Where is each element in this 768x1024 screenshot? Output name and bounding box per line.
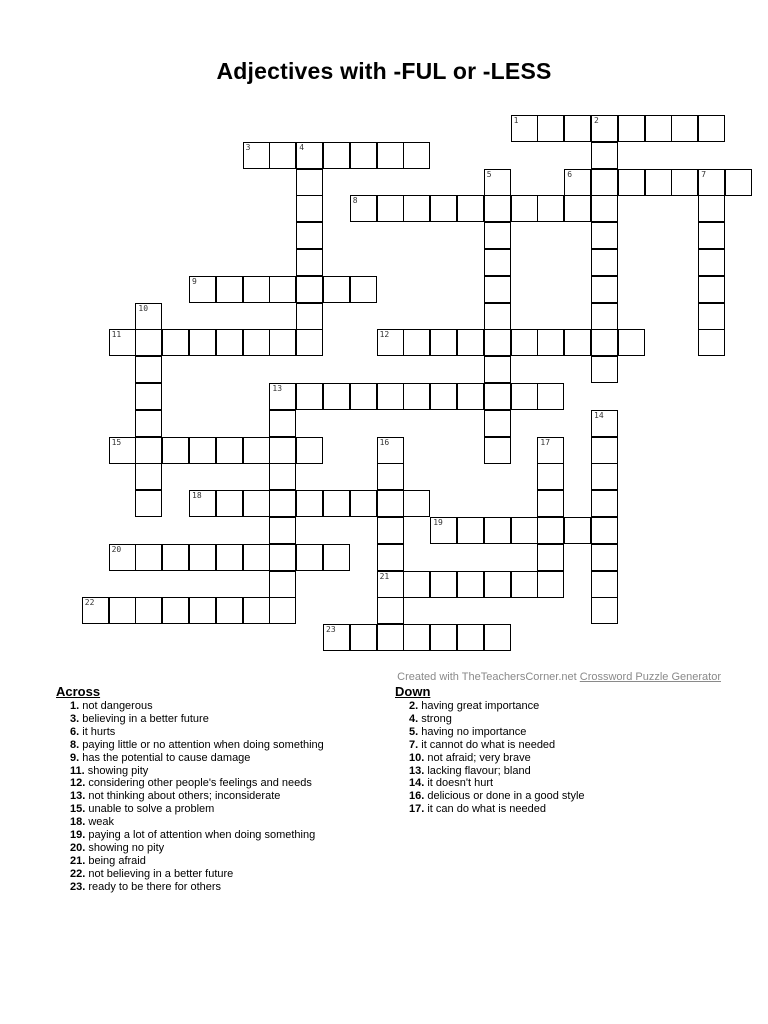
- crossword-cell[interactable]: [591, 249, 618, 276]
- clue-number-label: 16.: [409, 790, 425, 803]
- crossword-cell[interactable]: [671, 169, 698, 196]
- crossword-cell[interactable]: [135, 329, 162, 356]
- crossword-cell[interactable]: [591, 490, 618, 517]
- crossword-cell[interactable]: [511, 115, 538, 142]
- crossword-cell[interactable]: [430, 383, 457, 410]
- crossword-cell[interactable]: [269, 410, 296, 437]
- crossword-cell[interactable]: [698, 276, 725, 303]
- crossword-cell[interactable]: [323, 624, 350, 651]
- clue-number: 12: [379, 330, 390, 340]
- crossword-cell[interactable]: [511, 329, 538, 356]
- down-clue: [395, 739, 725, 752]
- clue-number: 23: [326, 625, 336, 635]
- crossword-cell[interactable]: [457, 571, 484, 598]
- crossword-cell[interactable]: [537, 571, 564, 598]
- crossword-cell[interactable]: [189, 597, 216, 624]
- crossword-cell[interactable]: [189, 276, 216, 303]
- crossword-cell[interactable]: [591, 437, 618, 464]
- across-clue-list: [56, 700, 386, 894]
- clue-number: 19: [433, 518, 443, 527]
- crossword-cell[interactable]: [591, 517, 618, 544]
- clue-text: it can do what is needed: [424, 803, 546, 816]
- crossword-cell[interactable]: [189, 490, 216, 517]
- crossword-cell[interactable]: [403, 490, 430, 517]
- crossword-cell[interactable]: [216, 329, 243, 356]
- down-clue: [395, 752, 725, 765]
- crossword-cell[interactable]: [430, 195, 457, 222]
- across-clue: [56, 855, 386, 868]
- clue-number: 22: [84, 598, 95, 608]
- crossword-cell[interactable]: [484, 437, 511, 464]
- clue-text: having great importance: [418, 700, 540, 712]
- crossword-cell[interactable]: [484, 383, 511, 410]
- crossword-cell[interactable]: [537, 544, 564, 571]
- clue-number: 15: [111, 437, 122, 447]
- crossword-cell[interactable]: [296, 195, 323, 222]
- crossword-cell[interactable]: [403, 571, 430, 598]
- crossword-cell[interactable]: [162, 544, 189, 571]
- clue-text: paying little or no attention when doing something: [79, 738, 324, 751]
- crossword-cell[interactable]: [591, 463, 618, 490]
- crossword-cell[interactable]: [484, 276, 511, 303]
- crossword-cell[interactable]: [377, 383, 404, 410]
- crossword-cell[interactable]: [511, 195, 538, 222]
- crossword-cell[interactable]: [296, 544, 323, 571]
- crossword-cell[interactable]: [135, 490, 162, 517]
- down-clue: [395, 713, 725, 726]
- crossword-cell[interactable]: [403, 195, 430, 222]
- clue-number-label: 6.: [70, 725, 80, 738]
- clue-number: 21: [379, 571, 390, 581]
- crossword-cell[interactable]: [243, 544, 270, 571]
- clue-number: 2: [594, 116, 599, 125]
- clue-text: not afraid; very brave: [424, 751, 531, 764]
- clue-text: has the potential to cause damage: [79, 751, 251, 764]
- crossword-cell[interactable]: [109, 544, 136, 571]
- crossword-cell[interactable]: [430, 571, 457, 598]
- crossword-cell[interactable]: [243, 142, 270, 169]
- clue-number: 6: [567, 169, 573, 179]
- crossword-cell[interactable]: [537, 329, 564, 356]
- across-clues: [56, 684, 386, 894]
- clue-text: being afraid: [85, 854, 146, 867]
- crossword-cell[interactable]: [377, 437, 404, 464]
- crossword-cell[interactable]: [591, 329, 618, 356]
- crossword-cell[interactable]: [564, 195, 591, 222]
- down-clue: [395, 765, 725, 778]
- crossword-cell[interactable]: [135, 597, 162, 624]
- crossword-cell[interactable]: [296, 490, 323, 517]
- crossword-cell[interactable]: [350, 383, 377, 410]
- crossword-cell[interactable]: [135, 410, 162, 437]
- crossword-cell[interactable]: [162, 437, 189, 464]
- clue-number-label: 20.: [70, 841, 86, 854]
- clue-text: ready to be there for others: [85, 880, 222, 893]
- crossword-cell[interactable]: [296, 222, 323, 249]
- across-clue: [56, 713, 386, 726]
- crossword-cell[interactable]: [430, 329, 457, 356]
- crossword-cell[interactable]: [216, 544, 243, 571]
- crossword-cell[interactable]: [109, 437, 136, 464]
- crossword-cell[interactable]: [511, 517, 538, 544]
- crossword-cell[interactable]: [403, 329, 430, 356]
- clue-number-label: 13.: [70, 790, 86, 803]
- crossword-cell[interactable]: [350, 142, 377, 169]
- crossword-cell[interactable]: [403, 142, 430, 169]
- crossword-cell[interactable]: [296, 169, 323, 196]
- crossword-cell[interactable]: [377, 142, 404, 169]
- clue-text: lacking flavour; bland: [424, 764, 531, 777]
- crossword-cell[interactable]: [216, 276, 243, 303]
- across-clue: [56, 881, 386, 894]
- clue-text: strong: [418, 712, 452, 725]
- crossword-cell[interactable]: [296, 437, 323, 464]
- clue-number: 5: [486, 169, 492, 179]
- crossword-cell[interactable]: [537, 437, 564, 464]
- crossword-cell[interactable]: [484, 195, 511, 222]
- crossword-cell[interactable]: [269, 383, 296, 410]
- crossword-cell[interactable]: [269, 276, 296, 303]
- crossword-cell[interactable]: [484, 222, 511, 249]
- crossword-cell[interactable]: [564, 115, 591, 142]
- clue-text: delicious or done in a good style: [424, 790, 585, 803]
- crossword-cell[interactable]: [135, 463, 162, 490]
- crossword-cell[interactable]: [243, 276, 270, 303]
- crossword-cell[interactable]: [323, 544, 350, 571]
- clue-number: 11: [111, 330, 122, 340]
- crossword-cell[interactable]: [377, 597, 404, 624]
- crossword-cell[interactable]: [537, 517, 564, 544]
- crossword-cell[interactable]: [484, 571, 511, 598]
- crossword-cell[interactable]: [216, 490, 243, 517]
- crossword-cell[interactable]: [698, 222, 725, 249]
- clue-number-label: 17.: [409, 803, 425, 816]
- crossword-cell[interactable]: [484, 624, 511, 651]
- clue-text: not thinking about others; inconsiderate: [85, 790, 281, 803]
- crossword-cell[interactable]: [457, 517, 484, 544]
- across-clue: [56, 777, 386, 790]
- crossword-cell[interactable]: [323, 276, 350, 303]
- crossword-cell[interactable]: [269, 490, 296, 517]
- crossword-cell[interactable]: [377, 517, 404, 544]
- down-clue: [395, 790, 725, 803]
- down-heading: Down: [395, 684, 431, 699]
- crossword-cell[interactable]: [135, 437, 162, 464]
- crossword-cell[interactable]: [323, 490, 350, 517]
- crossword-cell[interactable]: [725, 169, 752, 196]
- clue-number: 20: [111, 544, 122, 554]
- crossword-cell[interactable]: [350, 490, 377, 517]
- crossword-cell[interactable]: [591, 115, 618, 142]
- crossword-cell[interactable]: [243, 437, 270, 464]
- crossword-cell[interactable]: [243, 329, 270, 356]
- crossword-cell[interactable]: [591, 410, 618, 437]
- clue-number: 10: [138, 303, 149, 313]
- crossword-cell[interactable]: [457, 195, 484, 222]
- crossword-cell[interactable]: [591, 276, 618, 303]
- across-clue: [56, 829, 386, 842]
- crossword-cell[interactable]: [564, 517, 591, 544]
- crossword-cell[interactable]: [296, 142, 323, 169]
- crossword-cell[interactable]: [296, 249, 323, 276]
- crossword-cell[interactable]: [269, 517, 296, 544]
- crossword-cell[interactable]: [323, 142, 350, 169]
- crossword-cell[interactable]: [591, 356, 618, 383]
- crossword-cell[interactable]: [591, 222, 618, 249]
- crossword-cell[interactable]: [457, 329, 484, 356]
- crossword-cell[interactable]: [457, 383, 484, 410]
- crossword-cell[interactable]: [189, 544, 216, 571]
- crossword-cell[interactable]: [296, 329, 323, 356]
- crossword-cell[interactable]: [243, 597, 270, 624]
- across-clue: [56, 765, 386, 778]
- crossword-cell[interactable]: [698, 115, 725, 142]
- clue-number-label: 10.: [409, 751, 425, 764]
- crossword-cell[interactable]: [484, 303, 511, 330]
- down-clue: [395, 700, 725, 713]
- crossword-cell[interactable]: [350, 195, 377, 222]
- crossword-cell[interactable]: [189, 329, 216, 356]
- across-clue: [56, 842, 386, 855]
- crossword-cell[interactable]: [377, 544, 404, 571]
- credit-text: Created with TheTeachersCorner.net: [397, 671, 580, 683]
- crossword-cell[interactable]: [82, 597, 109, 624]
- crossword-cell[interactable]: [484, 169, 511, 196]
- generator-credit: [397, 671, 721, 683]
- clue-text: unable to solve a problem: [85, 803, 215, 816]
- crossword-cell[interactable]: [484, 356, 511, 383]
- clue-number: 14: [594, 410, 604, 420]
- clue-number: 16: [379, 437, 390, 447]
- clue-text: paying a lot of attention when doing something: [85, 829, 316, 842]
- crossword-cell[interactable]: [591, 597, 618, 624]
- clue-text: not believing in a better future: [85, 867, 234, 880]
- clue-number-label: 7.: [409, 738, 419, 751]
- clue-text: having no importance: [418, 725, 527, 738]
- clue-number-label: 13.: [409, 764, 425, 777]
- crossword-cell[interactable]: [591, 303, 618, 330]
- crossword-cell[interactable]: [430, 624, 457, 651]
- crossword-cell[interactable]: [591, 571, 618, 598]
- crossword-cell[interactable]: [618, 329, 645, 356]
- clue-number: 3: [245, 142, 251, 152]
- crossword-cell[interactable]: [484, 329, 511, 356]
- clue-number-label: 15.: [70, 803, 86, 816]
- down-clue: [395, 726, 725, 739]
- clue-number-label: 11.: [70, 764, 85, 777]
- crossword-cell[interactable]: [618, 115, 645, 142]
- crossword-cell[interactable]: [269, 571, 296, 598]
- crossword-cell[interactable]: [269, 437, 296, 464]
- clue-text: it doesn't hurt: [424, 777, 494, 790]
- crossword-cell[interactable]: [537, 490, 564, 517]
- crossword-cell[interactable]: [511, 571, 538, 598]
- crossword-cell[interactable]: [457, 624, 484, 651]
- crossword-cell[interactable]: [430, 517, 457, 544]
- clue-number-label: 22.: [70, 867, 86, 880]
- across-clue: [56, 816, 386, 829]
- crossword-cell[interactable]: [698, 249, 725, 276]
- crossword-cell[interactable]: [377, 624, 404, 651]
- crossword-cell[interactable]: [564, 169, 591, 196]
- clue-text: weak: [85, 816, 115, 829]
- crossword-cell[interactable]: [537, 383, 564, 410]
- clue-number-label: 5.: [409, 725, 419, 738]
- crossword-cell[interactable]: [537, 115, 564, 142]
- down-clue: [395, 777, 725, 790]
- crossword-cell[interactable]: [269, 597, 296, 624]
- crossword-cell[interactable]: [537, 195, 564, 222]
- clue-number-label: 9.: [70, 751, 80, 764]
- clue-number: 8: [352, 196, 358, 206]
- crossword-cell[interactable]: [269, 544, 296, 571]
- down-clue-list: [395, 700, 725, 816]
- clue-number-label: 18.: [70, 816, 86, 829]
- clue-number: 7: [701, 169, 707, 179]
- crossword-cell[interactable]: [698, 303, 725, 330]
- clue-number-label: 2.: [409, 700, 419, 712]
- crossword-generator-link[interactable]: Crossword Puzzle Generator: [579, 671, 721, 683]
- crossword-cell[interactable]: [296, 276, 323, 303]
- crossword-cell[interactable]: [698, 169, 725, 196]
- clue-number: 13: [272, 384, 283, 393]
- crossword-cell[interactable]: [243, 490, 270, 517]
- across-clue: [56, 803, 386, 816]
- crossword-cell[interactable]: [109, 329, 136, 356]
- clue-number-label: 8.: [70, 738, 80, 751]
- across-clue: [56, 752, 386, 765]
- crossword-cell[interactable]: [350, 624, 377, 651]
- crossword-cell[interactable]: [484, 517, 511, 544]
- crossword-cell[interactable]: [189, 437, 216, 464]
- crossword-cell[interactable]: [403, 624, 430, 651]
- crossword-cell[interactable]: [698, 195, 725, 222]
- crossword-cell[interactable]: [216, 437, 243, 464]
- crossword-cell[interactable]: [162, 597, 189, 624]
- crossword-cell[interactable]: [671, 115, 698, 142]
- crossword-cell[interactable]: [269, 329, 296, 356]
- crossword-cell[interactable]: [135, 356, 162, 383]
- crossword-cell[interactable]: [296, 303, 323, 330]
- crossword-cell[interactable]: [403, 383, 430, 410]
- crossword-cell[interactable]: [591, 169, 618, 196]
- clue-number: 4: [299, 142, 305, 152]
- clue-number-label: 14.: [409, 777, 425, 790]
- crossword-cell[interactable]: [618, 169, 645, 196]
- crossword-cell[interactable]: [377, 195, 404, 222]
- crossword-cell[interactable]: [350, 276, 377, 303]
- crossword-cell[interactable]: [645, 115, 672, 142]
- crossword-cell[interactable]: [323, 383, 350, 410]
- crossword-cell[interactable]: [377, 490, 404, 517]
- crossword-cell[interactable]: [377, 329, 404, 356]
- across-clue: [56, 790, 386, 803]
- clue-text: not dangerous: [79, 700, 153, 712]
- clue-number-label: 4.: [409, 712, 419, 725]
- crossword-cell[interactable]: [484, 249, 511, 276]
- puzzle-title: Adjectives with -FUL or -LESS: [216, 58, 552, 84]
- crossword-cell[interactable]: [269, 142, 296, 169]
- clue-number-label: 3.: [70, 712, 80, 725]
- crossword-cell[interactable]: [135, 303, 162, 330]
- down-clues: [395, 684, 725, 816]
- down-clue: [395, 803, 725, 816]
- crossword-cell[interactable]: [135, 544, 162, 571]
- crossword-cell[interactable]: [484, 410, 511, 437]
- crossword-cell[interactable]: [296, 383, 323, 410]
- clue-text: considering other people's feelings and needs: [85, 777, 312, 790]
- across-clue: [56, 739, 386, 752]
- crossword-cell[interactable]: [135, 383, 162, 410]
- crossword-cell[interactable]: [511, 383, 538, 410]
- clue-number-label: 23.: [70, 880, 86, 893]
- clue-text: it hurts: [79, 725, 116, 738]
- crossword-cell[interactable]: [591, 195, 618, 222]
- crossword-cell[interactable]: [537, 463, 564, 490]
- across-clue: [56, 700, 386, 713]
- crossword-cell[interactable]: [162, 329, 189, 356]
- across-heading: Across: [56, 684, 101, 699]
- crossword-cell[interactable]: [377, 571, 404, 598]
- clue-text: it cannot do what is needed: [418, 738, 556, 751]
- clue-number: 18: [192, 491, 202, 501]
- clue-number-label: 12.: [70, 777, 86, 790]
- clue-number: 1: [513, 116, 519, 125]
- crossword-cell[interactable]: [564, 329, 591, 356]
- clue-number: 17: [540, 437, 551, 447]
- crossword-cell[interactable]: [591, 544, 618, 571]
- crossword-cell[interactable]: [216, 597, 243, 624]
- clue-number: 9: [192, 276, 197, 286]
- clue-number-label: 21.: [70, 854, 86, 867]
- clue-text: showing no pity: [85, 841, 165, 854]
- clue-text: believing in a better future: [79, 712, 209, 725]
- clue-number-label: 19.: [70, 829, 86, 842]
- crossword-cell[interactable]: [109, 597, 136, 624]
- crossword-cell[interactable]: [269, 463, 296, 490]
- clue-number-label: 1.: [70, 700, 80, 712]
- across-clue: [56, 726, 386, 739]
- crossword-cell[interactable]: [377, 463, 404, 490]
- crossword-cell[interactable]: [591, 142, 618, 169]
- across-clue: [56, 868, 386, 881]
- crossword-cell[interactable]: [645, 169, 672, 196]
- clue-text: showing pity: [84, 764, 149, 777]
- crossword-cell[interactable]: [698, 329, 725, 356]
